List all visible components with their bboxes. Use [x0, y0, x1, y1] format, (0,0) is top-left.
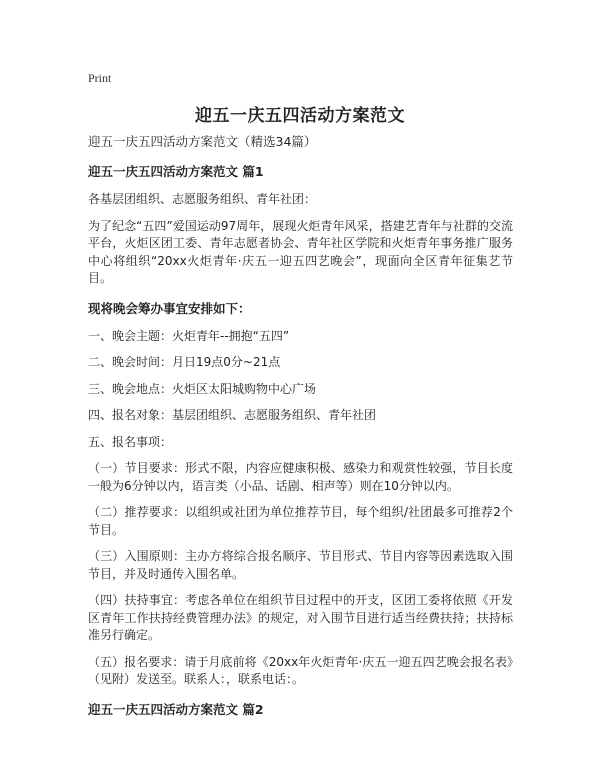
page-title: 迎五一庆五四活动方案范文 [195, 106, 405, 126]
detail-paragraph: （三）入围原则：主办方将综合报名顺序、节目形式、节目内容等因素选取入围节目，并及时通传入围名单。 [88, 549, 513, 581]
list-item: 二、晚会时间：月日19点0分~21点 [88, 355, 281, 369]
detail-paragraph: （四）扶持事宜：考虑各单位在组织节目过程中的开支，区团工委将依照《开发区青年工作扶持经费管理办法》的规定，对入围节目进行适当经费扶持；扶持标准另行确定。 [88, 593, 513, 642]
list-item: 三、晚会地点：火炬区太阳城购物中心广场 [88, 381, 317, 396]
section-heading-1: 迎五一庆五四活动方案范文 篇1 [88, 164, 264, 179]
detail-paragraph: （一）节目要求：形式不限，内容应健康积极、感染力和观赏性较强，节目长度一般为6分钟以内，语言类（小品、话剧、相声等）则在10分钟以内。 [88, 461, 513, 493]
greeting-paragraph: 各基层团组织、志愿服务组织、青年社团： [88, 192, 317, 206]
section-heading-2: 迎五一庆五四活动方案范文 篇2 [88, 701, 264, 717]
detail-paragraph: （五）报名要求：请于月底前将《20xx年火炬青年·庆五一迎五四艺晚会报名表》（见附）发送至。联系人：，联系电话：。 [88, 654, 513, 686]
document-body [88, 133, 513, 729]
list-item: 五、报名事项： [88, 434, 173, 449]
list-item: 一、晚会主题：火炬青年--拥抱“五四” [88, 328, 290, 343]
arrangement-heading: 现将晚会筹办事宜安排如下： [88, 300, 251, 316]
detail-paragraph: （二）推荐要求：以组织或社团为单位推荐节目，每个组织/社团最多可推荐2个节目。 [88, 505, 513, 537]
print-link[interactable]: Print [88, 71, 112, 85]
list-item: 四、报名对象：基层团组织、志愿服务组织、青年社团 [88, 408, 377, 422]
intro-paragraph: 为了纪念“五四”爱国运动97周年，展现火炬青年风采，搭建艺青年与社群的交流平台，火炬区团工委、青年志愿者协会、青年社区学院和火炬青年事务推广服务中心将组织“20xx火炬青年·庆五一迎五四艺晚会”，现面向全区青年征集艺节目。 [88, 218, 513, 285]
document-subtitle: 迎五一庆五四活动方案范文（精选34篇） [88, 134, 317, 149]
